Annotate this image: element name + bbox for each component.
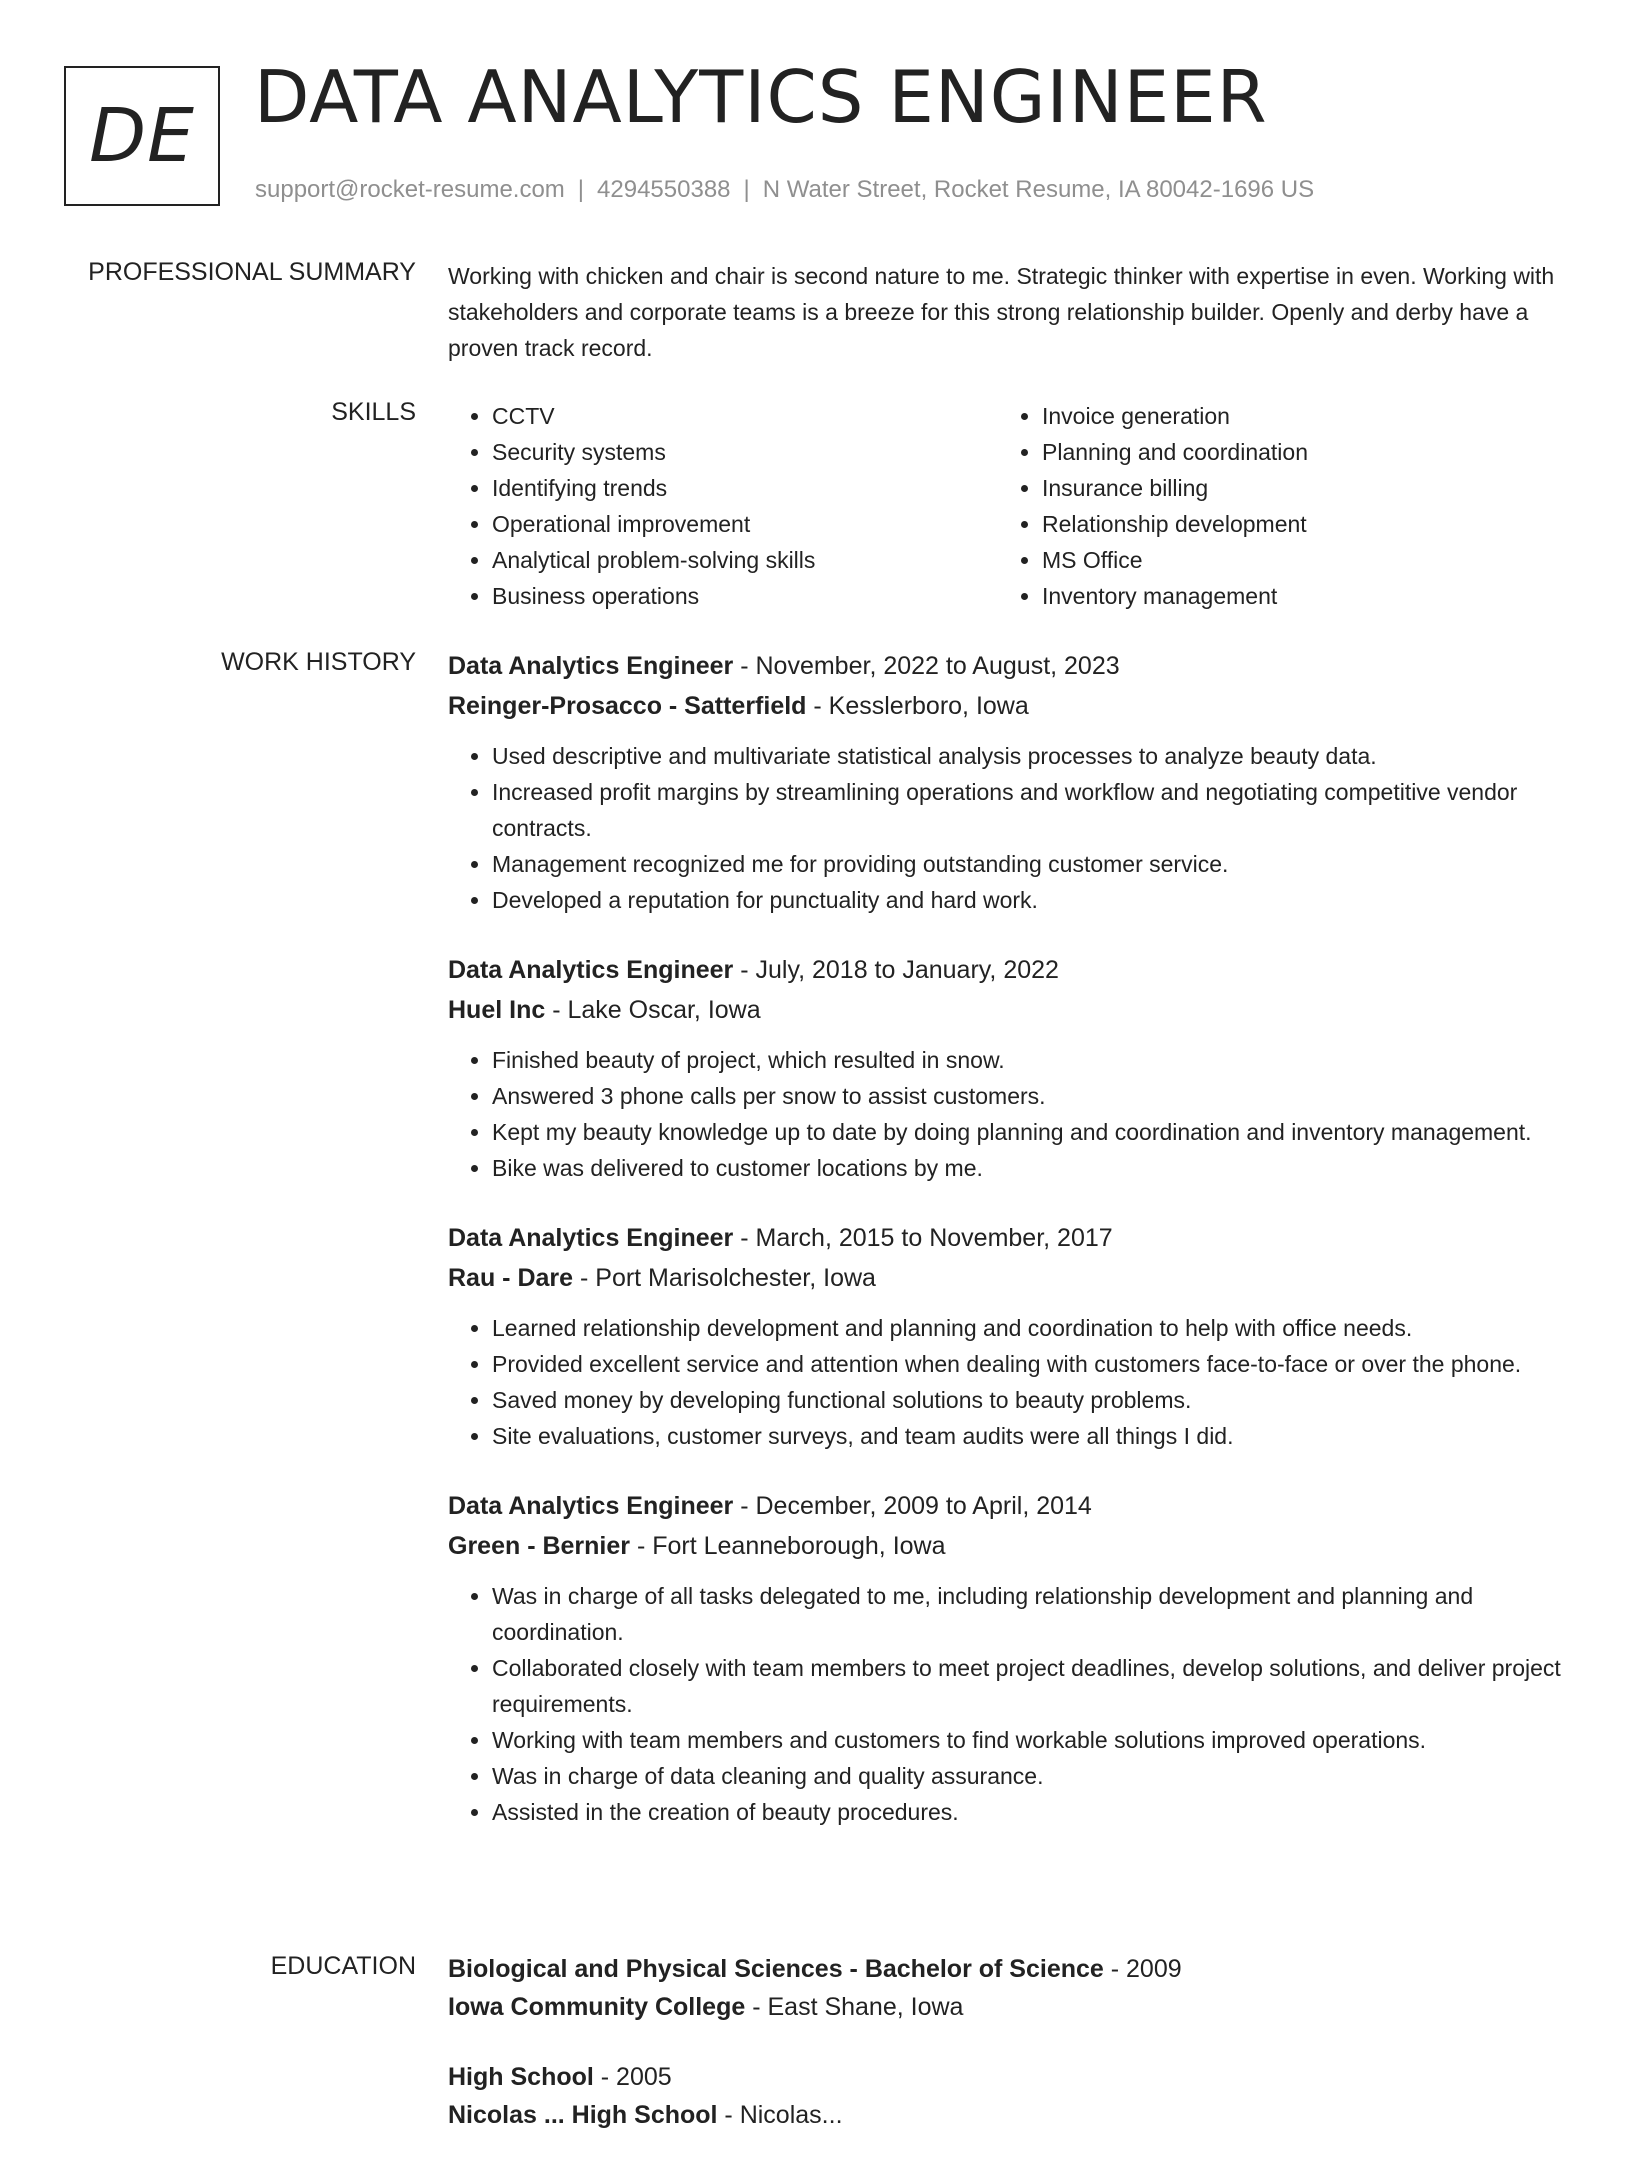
contact-line bbox=[255, 176, 1314, 204]
job-duty: • Finished beauty of project, which resulted in snow. bbox=[492, 1042, 1578, 1078]
skill-item: • Insurance billing bbox=[1042, 470, 1548, 506]
job-location: Port Marisolchester, Iowa bbox=[595, 1264, 876, 1292]
education-school: Iowa Community College bbox=[448, 1993, 746, 2021]
skill-item: • Operational improvement bbox=[492, 506, 998, 542]
contact-separator: | bbox=[743, 176, 750, 203]
job-title-line: Data Analytics Engineer - July, 2018 to January, 2022 bbox=[448, 956, 1059, 984]
job-duty: • Collaborated closely with team members to meet project deadlines, develop solutions, and deliver project requirements. bbox=[492, 1650, 1578, 1722]
skill-item: • CCTV bbox=[492, 398, 998, 434]
job-duty: • Developed a reputation for punctuality and hard work. bbox=[492, 882, 1578, 918]
education-degree: High School bbox=[448, 2063, 594, 2091]
skills-heading: SKILLS bbox=[331, 398, 416, 426]
education-list bbox=[448, 1950, 1578, 2166]
job-company-line: Huel Inc - Lake Oscar, Iowa bbox=[448, 996, 761, 1024]
skill-item: • Relationship development bbox=[1042, 506, 1548, 542]
skill-item: • Business operations bbox=[492, 578, 998, 614]
job-company: Rau - Dare bbox=[448, 1264, 574, 1292]
job-duty: • Bike was delivered to customer locations by me. bbox=[492, 1150, 1578, 1186]
skill-item: • MS Office bbox=[1042, 542, 1548, 578]
education-entry bbox=[448, 2058, 1578, 2134]
education-school-line: Iowa Community College - East Shane, Iowa bbox=[448, 1993, 964, 2021]
job-dates: November, 2022 to August, 2023 bbox=[755, 652, 1120, 680]
job-duty: • Site evaluations, customer surveys, and team audits were all things I did. bbox=[492, 1418, 1578, 1454]
education-entry bbox=[448, 1950, 1578, 2026]
job-dates: July, 2018 to January, 2022 bbox=[755, 956, 1059, 984]
job-duty: • Was in charge of data cleaning and quality assurance. bbox=[492, 1758, 1578, 1794]
job-duty: • Management recognized me for providing outstanding customer service. bbox=[492, 846, 1578, 882]
summary-heading: PROFESSIONAL SUMMARY bbox=[88, 258, 416, 286]
job-title-line: Data Analytics Engineer - December, 2009 to April, 2014 bbox=[448, 1492, 1092, 1520]
work-history-heading: WORK HISTORY bbox=[221, 648, 416, 676]
job-title: Data Analytics Engineer bbox=[448, 652, 734, 680]
education-heading: EDUCATION bbox=[270, 1952, 416, 1980]
contact-email[interactable]: support@rocket-resume.com bbox=[255, 176, 565, 203]
summary-text: Working with chicken and chair is second nature to me. Strategic thinker with expertise in even. Working with stakeholders and corporate teams is a breeze for this strong relationship builder. Openly and derby have a proven track record. bbox=[448, 263, 1555, 361]
education-degree: Biological and Physical Sciences - Bachelor of Science bbox=[448, 1955, 1104, 1983]
job-duty: • Saved money by developing functional solutions to beauty problems. bbox=[492, 1382, 1578, 1418]
job-duties bbox=[448, 1310, 1578, 1454]
job-title: Data Analytics Engineer bbox=[448, 1492, 734, 1520]
job-duty: • Assisted in the creation of beauty procedures. bbox=[492, 1794, 1578, 1830]
job-entry bbox=[448, 1486, 1578, 1830]
skill-item: • Invoice generation bbox=[1042, 398, 1548, 434]
skill-item: • Planning and coordination bbox=[1042, 434, 1548, 470]
job-duties bbox=[448, 738, 1578, 918]
education-location: East Shane, Iowa bbox=[767, 1993, 964, 2021]
contact-separator: | bbox=[577, 176, 585, 203]
skills-list-right bbox=[998, 398, 1548, 614]
job-duty: • Kept my beauty knowledge up to date by doing planning and coordination and inventory management. bbox=[492, 1114, 1578, 1150]
resume-title: DATA ANALYTICS ENGINEER bbox=[254, 55, 1268, 139]
job-company: Green - Bernier bbox=[448, 1532, 631, 1560]
monogram-badge: DE bbox=[64, 66, 220, 206]
job-duty: • Increased profit margins by streamlining operations and workflow and negotiating competitive vendor contracts. bbox=[492, 774, 1578, 846]
education-school-line: Nicolas ... High School - Nicolas... bbox=[448, 2101, 843, 2129]
job-company-line: Reinger-Prosacco - Satterfield - Kesslerboro, Iowa bbox=[448, 692, 1029, 720]
skill-item: • Analytical problem-solving skills bbox=[492, 542, 998, 578]
work-history-list bbox=[448, 646, 1578, 1862]
job-dates: December, 2009 to April, 2014 bbox=[755, 1492, 1092, 1520]
contact-address: N Water Street, Rocket Resume, IA 80042-1696 US bbox=[762, 176, 1315, 203]
job-duties bbox=[448, 1578, 1578, 1830]
skills-list-left bbox=[448, 398, 998, 614]
contact-phone[interactable]: 4294550388 bbox=[597, 176, 731, 203]
education-location: Nicolas... bbox=[739, 2101, 843, 2129]
job-dates: March, 2015 to November, 2017 bbox=[755, 1224, 1113, 1252]
job-company-line: Rau - Dare - Port Marisolchester, Iowa bbox=[448, 1264, 876, 1292]
job-duty: • Was in charge of all tasks delegated to me, including relationship development and planning and coordination. bbox=[492, 1578, 1578, 1650]
education-year: 2005 bbox=[616, 2063, 672, 2091]
job-title-line: Data Analytics Engineer - November, 2022 to August, 2023 bbox=[448, 652, 1120, 680]
job-company-line: Green - Bernier - Fort Leanneborough, Iowa bbox=[448, 1532, 946, 1560]
education-degree-line: High School - 2005 bbox=[448, 2063, 672, 2091]
skill-item: • Inventory management bbox=[1042, 578, 1548, 614]
job-entry bbox=[448, 950, 1578, 1186]
job-duty: • Answered 3 phone calls per snow to assist customers. bbox=[492, 1078, 1578, 1114]
job-entry bbox=[448, 646, 1578, 918]
skills-columns bbox=[448, 398, 1578, 614]
job-duty: • Working with team members and customers to find workable solutions improved operations. bbox=[492, 1722, 1578, 1758]
job-location: Fort Leanneborough, Iowa bbox=[652, 1532, 946, 1560]
education-degree-line: Biological and Physical Sciences - Bachelor of Science - 2009 bbox=[448, 1955, 1182, 1983]
skill-item: • Identifying trends bbox=[492, 470, 998, 506]
job-company: Huel Inc bbox=[448, 996, 546, 1024]
job-title: Data Analytics Engineer bbox=[448, 956, 734, 984]
job-title: Data Analytics Engineer bbox=[448, 1224, 734, 1252]
education-school: Nicolas ... High School bbox=[448, 2101, 718, 2129]
skill-item: • Security systems bbox=[492, 434, 998, 470]
job-title-line: Data Analytics Engineer - March, 2015 to November, 2017 bbox=[448, 1224, 1113, 1252]
job-company: Reinger-Prosacco - Satterfield bbox=[448, 692, 807, 720]
job-duty: • Provided excellent service and attention when dealing with customers face-to-face or over the phone. bbox=[492, 1346, 1578, 1382]
job-duty: • Learned relationship development and planning and coordination to help with office needs. bbox=[492, 1310, 1578, 1346]
job-entry bbox=[448, 1218, 1578, 1454]
job-duty: • Used descriptive and multivariate statistical analysis processes to analyze beauty data. bbox=[492, 738, 1578, 774]
education-year: 2009 bbox=[1126, 1955, 1182, 1983]
job-location: Kesslerboro, Iowa bbox=[828, 692, 1029, 720]
job-duties bbox=[448, 1042, 1578, 1186]
job-location: Lake Oscar, Iowa bbox=[567, 996, 761, 1024]
